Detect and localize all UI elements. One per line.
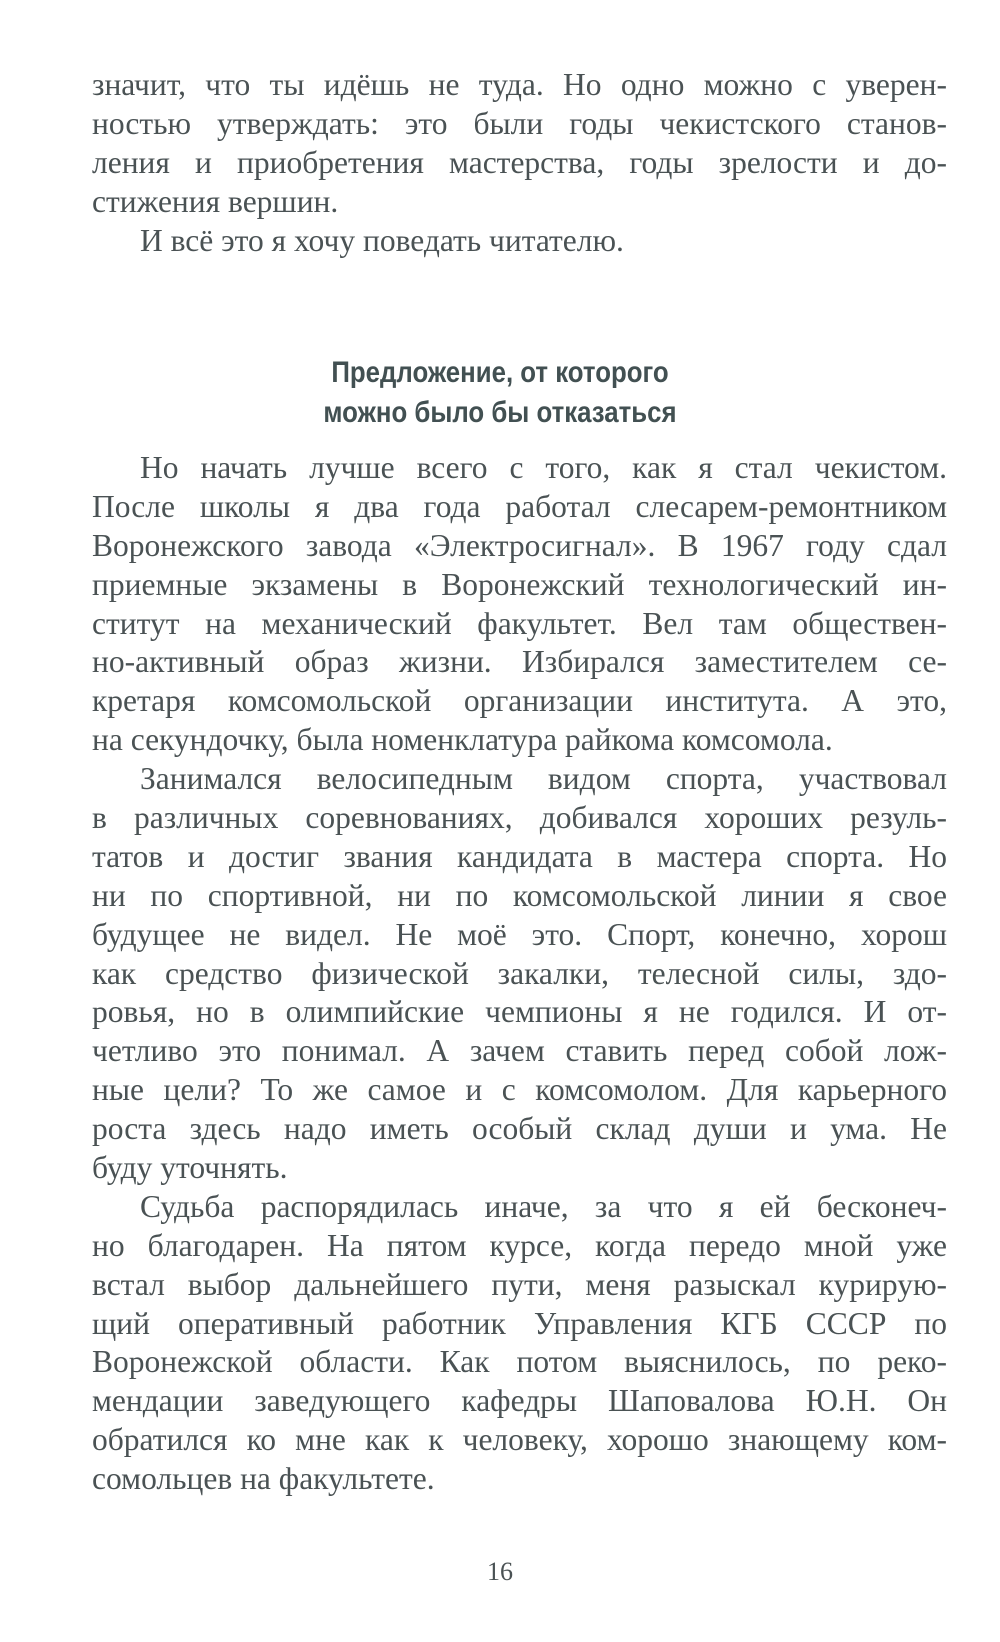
section-heading-line: Предложение, от которого (331, 356, 669, 389)
text-line: приемные экзамены в Воронежский технологический ин- (92, 566, 947, 602)
text-line: но-активный образ жизни. Избирался заместителем се- (92, 644, 947, 680)
text-line: Воронежской области. Как потом выяснилось, по реко- (92, 1344, 947, 1380)
text-line: сомольцев на факультете. (92, 1461, 435, 1497)
body-text (92, 449, 947, 1499)
text-line: значит, что ты идёшь не туда. Но одно можно с уверен- (92, 67, 947, 102)
text-line: ровья, но в олимпийские чемпионы я не годился. И от- (92, 994, 947, 1030)
text-line: встал выбор дальнейшего пути, меня разыскал курирую- (92, 1266, 947, 1302)
text-line: татов и достиг звания кандидата в мастера спорта. Но (92, 838, 947, 874)
intro-text (92, 66, 947, 260)
section-heading-line: можно было бы отказаться (323, 396, 677, 429)
text-line: ни по спортивной, ни по комсомольской линии я свое (92, 877, 947, 913)
text-line: Занимался велосипедным видом спорта, участвовал (140, 761, 947, 797)
text-line: кретаря комсомольской организации института. А это, (92, 683, 947, 719)
text-line: обратился ко мне как к человеку, хорошо знающему ком- (92, 1422, 947, 1458)
text-line: Но начать лучше всего с того, как я стал чекистом. (140, 450, 947, 485)
text-line: стижения вершин. (92, 183, 339, 219)
text-line: четливо это понимал. А зачем ставить перед собой лож- (92, 1033, 947, 1069)
text-line: буду уточнять. (92, 1150, 288, 1186)
text-line: И всё это я хочу поведать читателю. (140, 222, 624, 258)
text-line: будущее не видел. Не моё это. Спорт, конечно, хорош (92, 916, 947, 952)
text-line: ностью утверждать: это были годы чекистского станов- (92, 105, 947, 141)
text-line: Воронежского завода «Электросигнал». В 1967 году сдал (92, 527, 947, 563)
page-number: 16 (487, 1557, 513, 1586)
text-line: в различных соревнованиях, добивался хороших резуль- (92, 800, 947, 836)
text-line: мендации заведующего кафедры Шаповалова Ю.Н. Он (92, 1383, 947, 1419)
text-line: ститут на механический факультет. Вел там обществен- (92, 605, 947, 641)
text-line: роста здесь надо иметь особый склад души и ума. Не (92, 1111, 947, 1147)
text-line: на секундочку, была номенклатура райкома комсомола. (92, 722, 833, 758)
text-line: После школы я два года работал слесарем-ремонтником (92, 488, 947, 524)
section-heading (70, 353, 930, 433)
text-line: ления и приобретения мастерства, годы зрелости и до- (92, 144, 947, 180)
text-line: ные цели? То же самое и с комсомолом. Для карьерного (92, 1072, 947, 1108)
text-line: как средство физической закалки, телесной силы, здо- (92, 955, 947, 991)
text-line: щий оперативный работник Управления КГБ СССР по (92, 1305, 947, 1341)
text-line: но благодарен. На пятом курсе, когда передо мной уже (92, 1227, 947, 1263)
text-line: Судьба распорядилась иначе, за что я ей бесконеч- (140, 1188, 947, 1224)
